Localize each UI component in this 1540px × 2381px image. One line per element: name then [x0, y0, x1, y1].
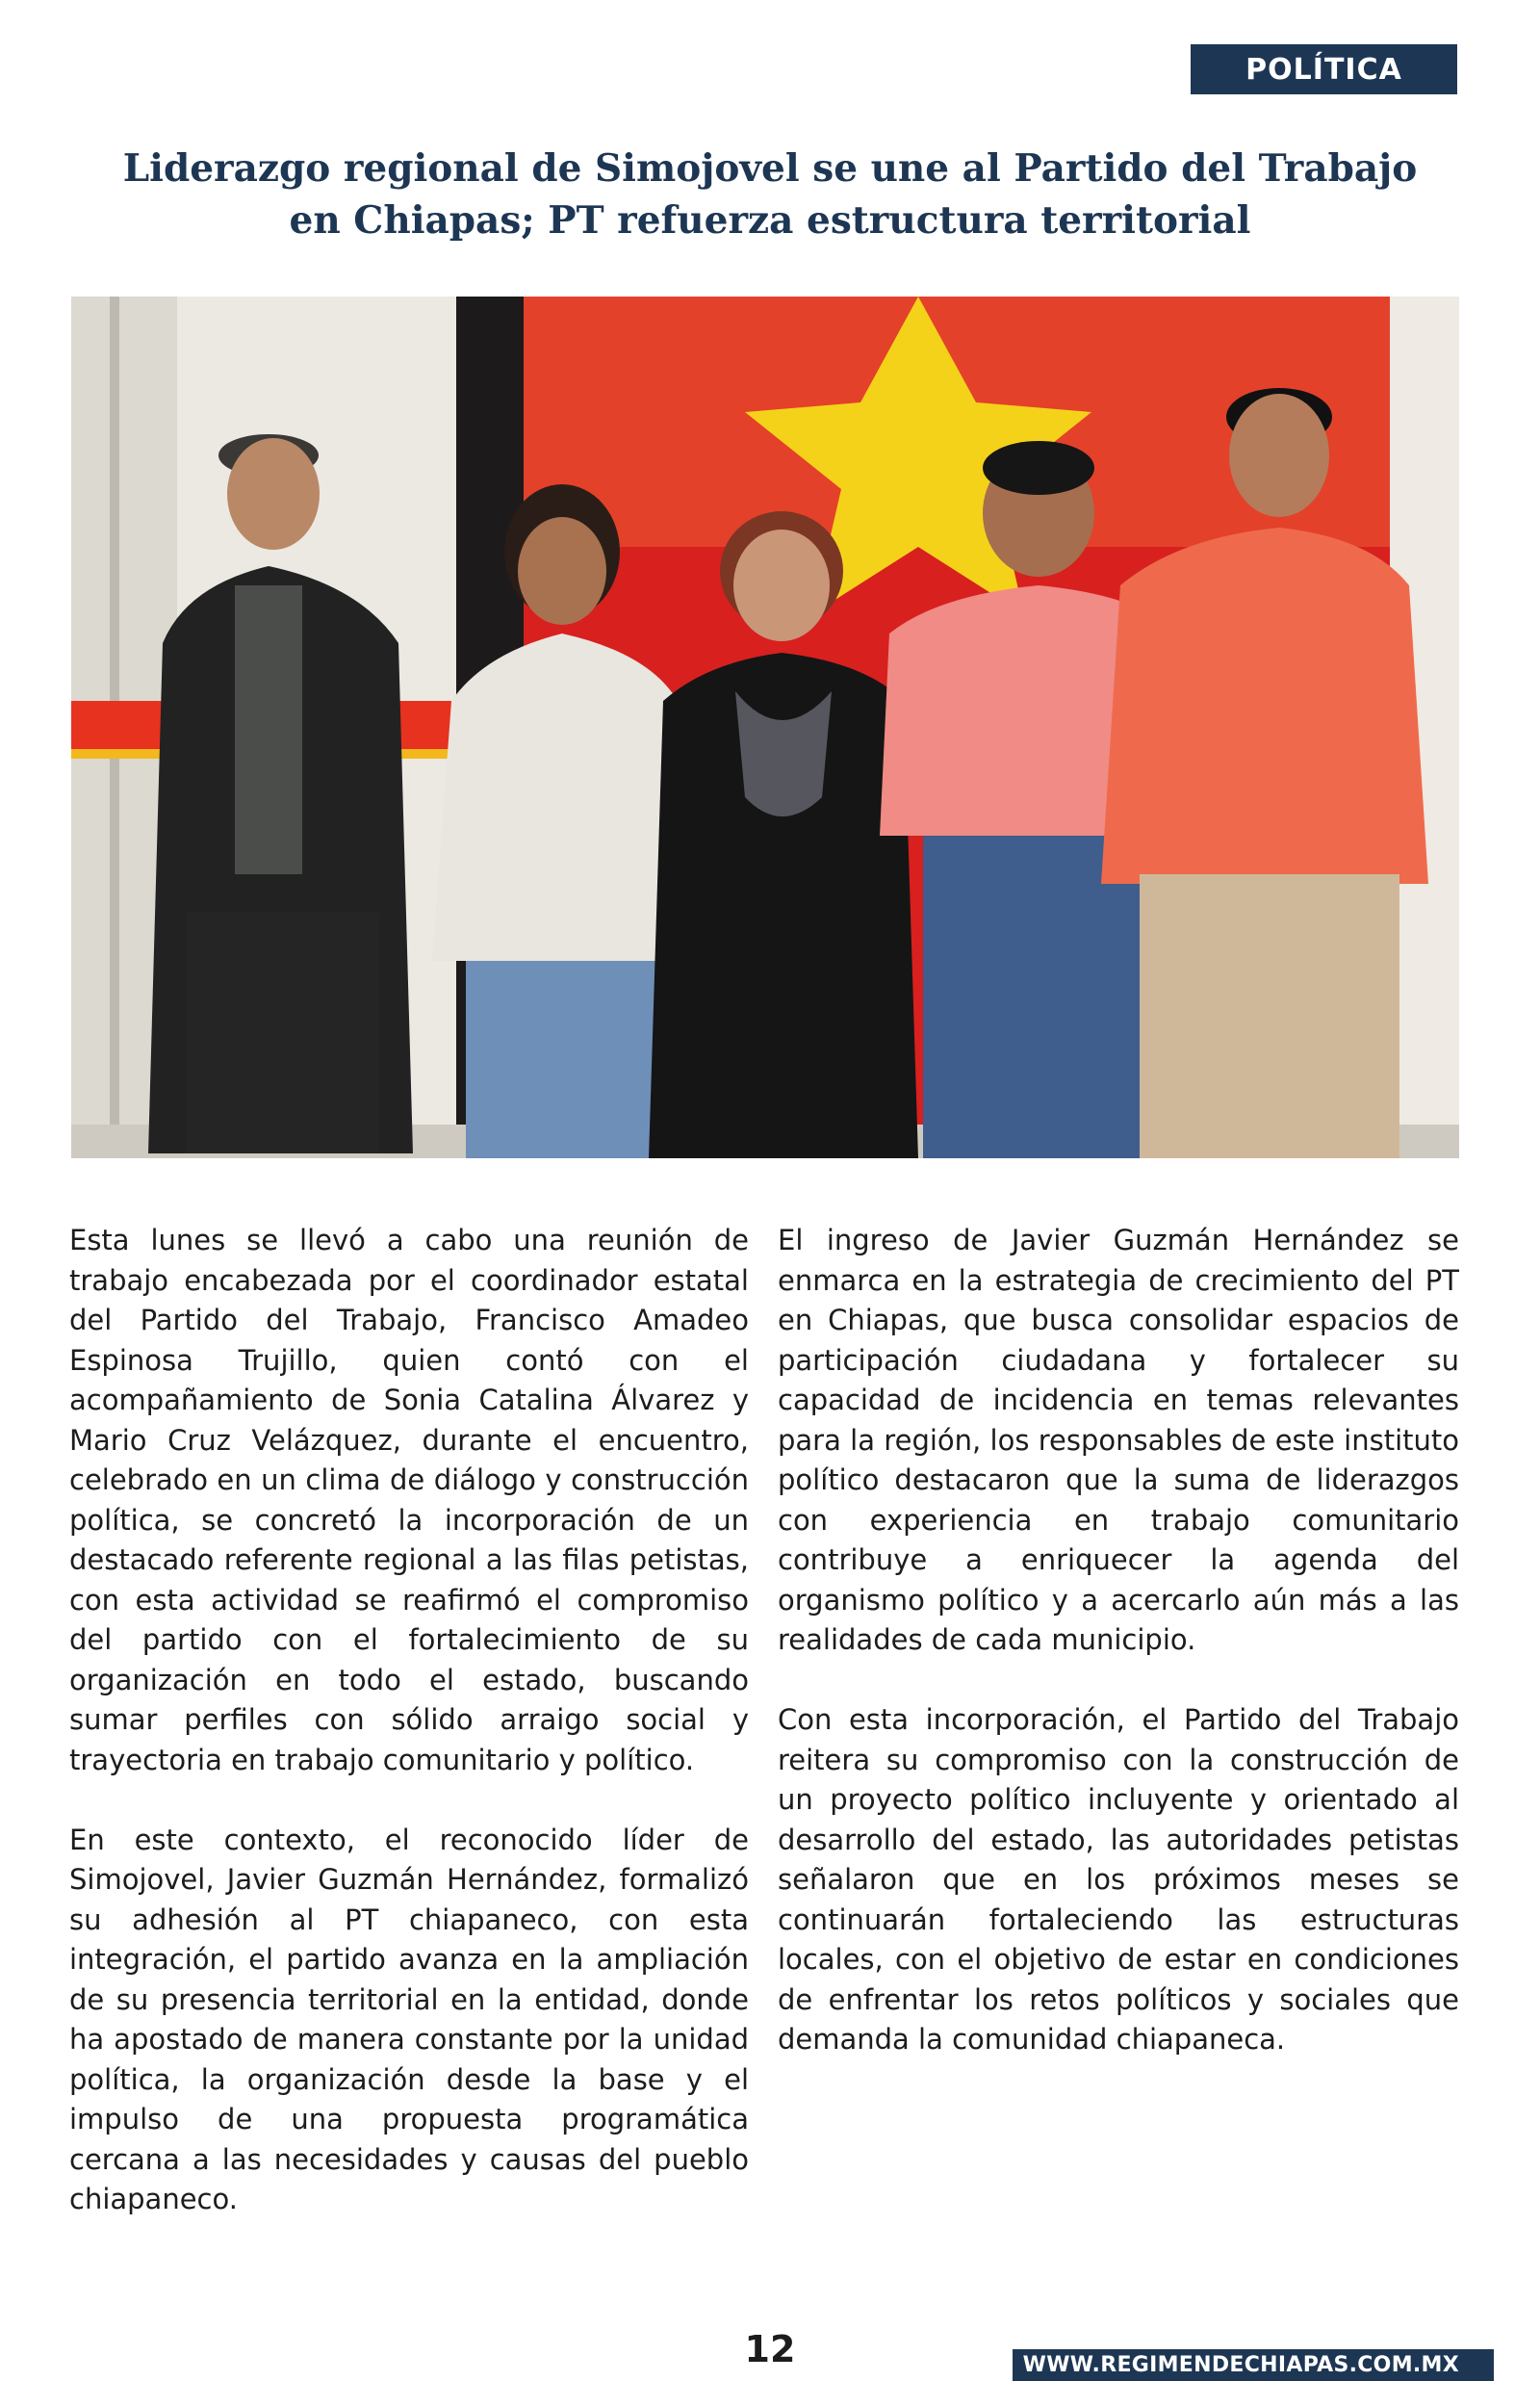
paragraph: El ingreso de Javier Guzmán Hernández se enmarca en la estrategia de crecimiento del PT en Chiapas, que busca consolidar espacios de participación ciudadana y fortalecer su capacidad de incidencia en temas relevantes para la región, los responsables de este instituto político destacaron que la suma de liderazgos con experiencia en trabajo comunitario contribuye a enriquecer la agenda del organismo político y a acercarlo aún más a las realidades de cada municipio. [778, 1224, 1459, 1656]
headline-line-1: Liderazgo regional de Simojovel se une al Partido del Trabajo [122, 146, 1418, 191]
headline-line-2: en Chiapas; PT refuerza estructura territorial [289, 198, 1251, 243]
group-photo-illustration [71, 297, 1459, 1158]
paragraph: Con esta incorporación, el Partido del Trabajo reitera su compromiso con la construcción de un proyecto político incluyente y orientado al desarrollo del estado, las autoridades petistas señalaron que en los próximos meses se continuarán fortaleciendo las estructuras locales, con el objetivo de estar en condiciones de enfrentar los retos políticos y sociales que demanda la comunidad chiapaneca. [778, 1703, 1459, 2056]
website-link[interactable]: WWW.REGIMENDECHIAPAS.COM.MX [1013, 2349, 1494, 2381]
article-column-right [778, 1221, 1459, 2060]
article-column-left [69, 1221, 749, 2220]
paragraph: Esta lunes se llevó a cabo una reunión de trabajo encabezada por el coordinador estatal del Partido del Trabajo, Francisco Amadeo Espinosa Trujillo, quien contó con el acompañamiento de Sonia Catalina Álvarez y Mario Cruz Velázquez, durante el encuentro, celebrado en un clima de diálogo y construcción política, se concretó la incorporación de un destacado referente regional a las filas petistas, con esta actividad se reafirmó el compromiso del partido con el fortalecimiento de su organización en todo el estado, buscando sumar perfiles con sólido arraigo social y trayectoria en trabajo comunitario y político. [69, 1224, 749, 1776]
article-photo [71, 297, 1459, 1158]
section-tag: POLÍTICA [1191, 44, 1457, 94]
page-number: 12 [744, 2328, 796, 2370]
article-headline [58, 142, 1482, 246]
paragraph: En este contexto, el reconocido líder de Simojovel, Javier Guzmán Hernández, formalizó su adhesión al PT chiapaneco, con esta integración, el partido avanza en la ampliación de su presencia territorial en la entidad, donde ha apostado de manera constante por la unidad política, la organización desde la base y el impulso de una propuesta programática cercana a las necesidades y causas del pueblo chiapaneco. [69, 1823, 749, 2215]
